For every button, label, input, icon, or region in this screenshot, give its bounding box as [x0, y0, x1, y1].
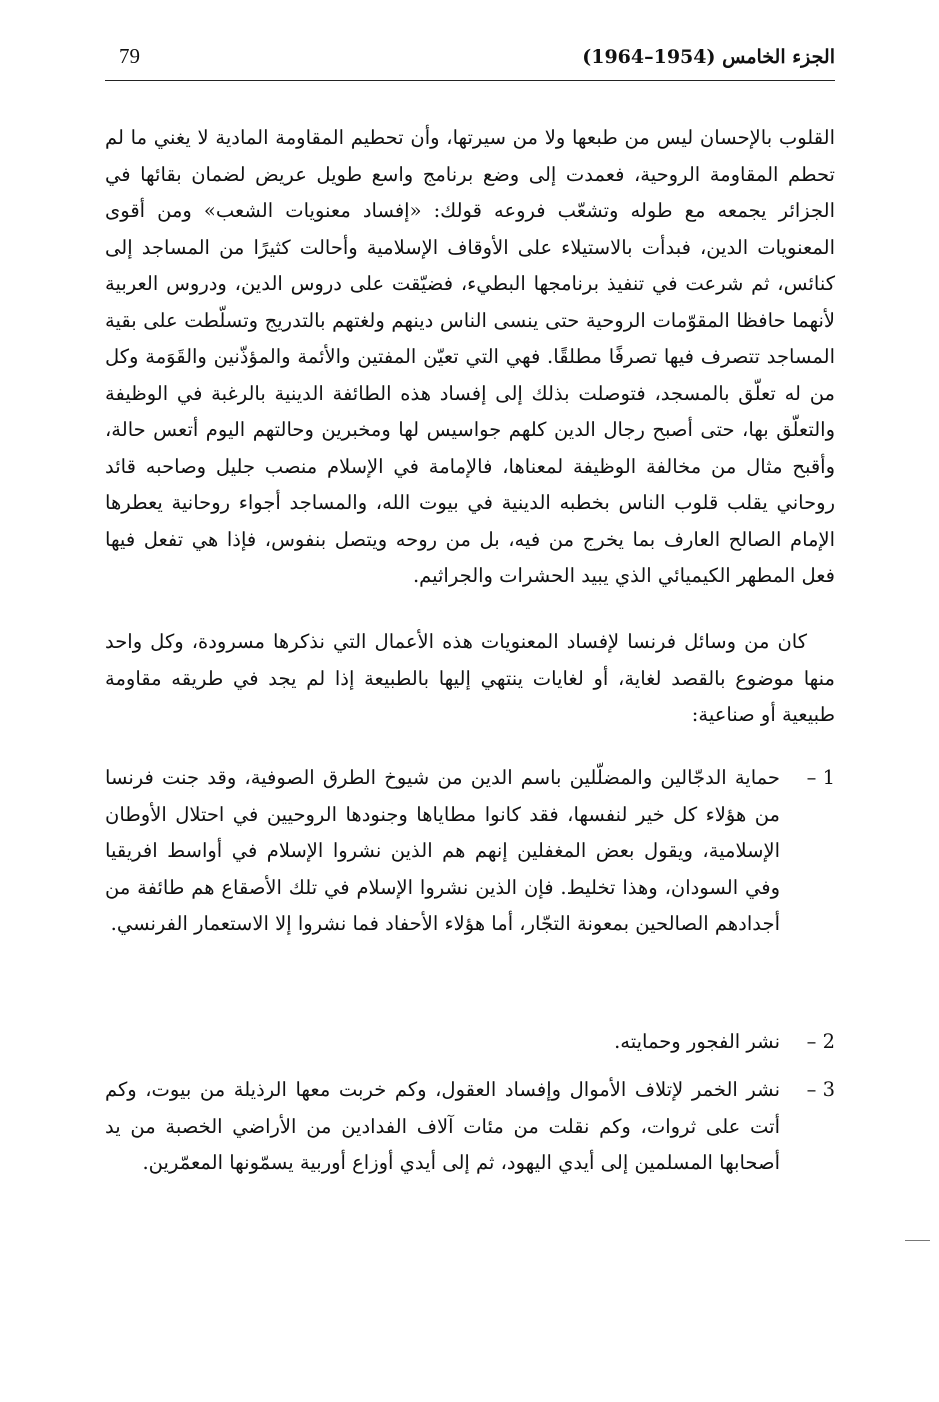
paragraph: القلوب بالإحسان ليس من طبعها ولا من سيرتها، وأن تحطيم المقاومة المادية لا يغني ما لم تحطم المقاومة الروحية، فعمدت إلى وضع برنامج واسع طويل عريض لضمان بقائها في الجزائر يجمعه مع طوله وتشعّب فروعه قولك: «إفساد معنويات الشعب» ومن أقوى المعنويات الدين، فبدأت بالاستيلاء على الأوقاف الإسلامية وأحالت كثيرًا من المساجد إلى كنائس، ثم شرعت في تنفيذ برنامجها البطيء، فضيّقت على دروس الدين، ودروس العربية لأنهما حافظا المقوّمات الروحية حتى ينسى الناس دينهم ولغتهم بالتدريج وتسلّطت على بقية المساجد تتصرف فيها تصرفًا مطلقًا. فهي التي تعيّن المفتين والأئمة والمؤذّنين والقَوَمة وكل من له تعلّق بالمسجد، فتوصلت بذلك إلى إفساد هذه الطائفة الدينية بالرغبة في الوظيفة والتعلّق بها، حتى أصبح رجال الدين كلهم جواسيس لها ومخبرين وحالتهم اليوم أتعس حالة، وأقبح مثال من مخالفة الوظيفة لمعناها، فالإمامة في الإسلام منصب جليل وصاحبه قائد روحاني يقلب قلوب الناس بخطبه الدينية في بيوت الله، والمساجد أجواء روحانية يعطرها الإمام الصالح العارف بما يخرج من فيه، بل من روحه ويتصل بنفوس، فإذا هي تفعل فيها فعل المطهر الكيميائي الذي يبيد الحشرات والجراثيم.: [105, 126, 835, 587]
list-item-text: نشر الفجور وحمايته.: [614, 1030, 780, 1053]
list-item: [105, 1024, 835, 1060]
margin-mark: [905, 1240, 930, 1241]
list-item: [105, 760, 835, 1012]
numbered-list: [105, 760, 835, 1182]
list-marker: 1 –: [806, 766, 835, 789]
list-marker: 2 –: [806, 1030, 835, 1053]
list-item-text: حماية الدجّالين والمضلّلين باسم الدين من شيوخ الطرق الصوفية، وقد جنت فرنسا من هؤلاء كل خير لنفسها، فقد كانوا مطاياها وجنودها الروحيين في احتلال الأوطان الإسلامية، ويقول بعض المغفلين إنهم هم الذين نشروا الإسلام في أواسط افريقيا وفي السودان، وهذا تخليط. فإن الذين نشروا الإسلام في تلك الأصقاع هم طائفة من أجدادهم الصالحين بمعونة التجّار، أما هؤلاء الأحفاد فما نشروا إلا الاستعمار الفرنسي.: [105, 766, 780, 935]
body-text: [105, 120, 835, 1194]
list-item: [105, 1072, 835, 1182]
page-header: [105, 40, 835, 81]
paragraph: كان من وسائل فرنسا لإفساد المعنويات هذه الأعمال التي نذكرها مسرودة، وكل واحد منها موضوع بالقصد لغاية، أو لغايات ينتهي إليها بالطبيعة إذا لم يجد في طريقه مقاومة طبيعية أو صناعية:: [105, 630, 835, 726]
running-title: الجزء الخامس (1954–1964): [582, 46, 835, 68]
page-number: 79: [119, 44, 140, 68]
list-item-text: نشر الخمر لإتلاف الأموال وإفساد العقول، وكم خربت معها الرذيلة من بيوت، وكم أتت على ثروات، وكم نقلت من مئات آلاف الفدادين من الأراضي الخصبة من يد أصحابها المسلمين إلى أيدي اليهود، ثم إلى أيدي أوزاع أوربية يسمّونها المعمّرين.: [105, 1078, 780, 1174]
list-marker: 3 –: [806, 1078, 835, 1101]
